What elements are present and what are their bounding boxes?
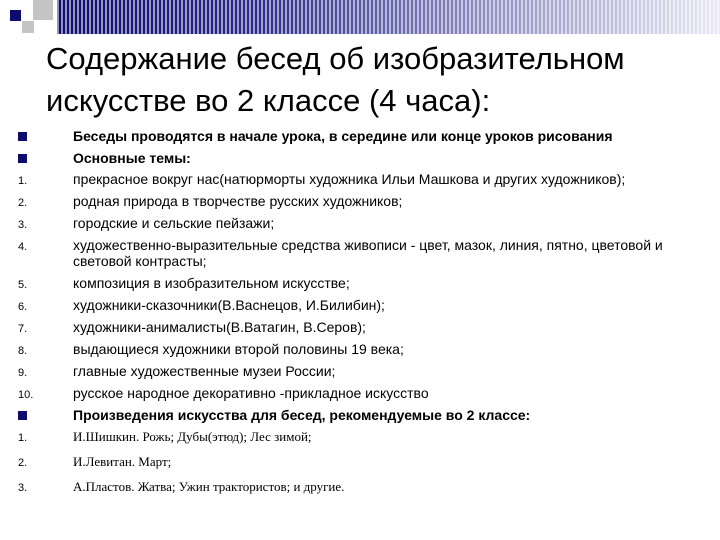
topic-item <box>18 275 708 291</box>
topic-item <box>18 297 708 313</box>
bullet-text: Беседы проводятся в начале урока, в середине или конце уроков рисования <box>73 128 613 144</box>
topic-text: городские и сельские пейзажи; <box>73 215 275 231</box>
title-line-2: искусстве во 2 классе (4 часа): <box>46 83 491 118</box>
bullet-square-icon <box>18 132 27 141</box>
topic-text: русское народное декоративно -прикладное искусство <box>73 385 429 401</box>
topic-item <box>18 385 708 401</box>
bullet-item <box>18 128 708 145</box>
topic-number: 7. <box>18 323 28 335</box>
slide-content <box>18 128 708 494</box>
topics-list <box>18 171 708 401</box>
slide-title <box>46 38 686 122</box>
decor-square-gray <box>33 0 53 20</box>
bullet-square-icon <box>18 411 27 420</box>
topic-text: художники-анималисты(В.Ватагин, В.Серов); <box>73 319 366 335</box>
topic-item <box>18 237 708 269</box>
work-item <box>18 479 708 494</box>
bullet-item <box>18 150 708 167</box>
work-text: И.Шишкин. Рожь; Дубы(этюд); Лес зимой; <box>73 429 312 444</box>
topic-text: родная природа в творчестве русских художников; <box>73 193 403 209</box>
header-gradient-bar <box>57 0 720 34</box>
work-number: 1. <box>18 432 28 444</box>
topic-number: 10. <box>18 389 34 401</box>
topic-text: художественно-выразительные средства живописи - цвет, мазок, линия, пятно, цветовой и световой контрасты; <box>73 237 663 269</box>
topic-item <box>18 341 708 357</box>
topic-number: 1. <box>18 175 28 187</box>
topic-item <box>18 193 708 209</box>
topic-text: художники-сказочники(В.Васнецов, И.Билибин); <box>73 297 385 313</box>
title-line-1: Содержание бесед об изобразительном <box>46 41 625 76</box>
decor-square-gray-lower <box>22 21 34 33</box>
topic-text: выдающиеся художники второй половины 19 века; <box>73 341 404 357</box>
work-item <box>18 429 708 444</box>
topic-number: 3. <box>18 219 28 231</box>
topic-item <box>18 319 708 335</box>
work-number: 2. <box>18 457 28 469</box>
works-list <box>18 429 708 494</box>
topic-number: 2. <box>18 197 28 209</box>
topic-number: 4. <box>18 241 28 253</box>
topic-item <box>18 215 708 231</box>
works-heading: Произведения искусства для бесед, рекомендуемые во 2 классе: <box>73 407 531 423</box>
work-item <box>18 454 708 469</box>
bullet-text: Основные темы: <box>73 150 191 166</box>
topic-text: композиция в изобразительном искусстве; <box>73 275 350 291</box>
topic-number: 5. <box>18 279 28 291</box>
topic-text: главные художественные музеи России; <box>73 363 336 379</box>
work-text: А.Пластов. Жатва; Ужин трактористов; и другие. <box>73 479 345 494</box>
topic-number: 6. <box>18 301 28 313</box>
topic-text: прекрасное вокруг нас(натюрморты художника Ильи Машкова и других художников); <box>73 171 626 187</box>
bullet-square-icon <box>18 154 27 163</box>
work-number: 3. <box>18 482 28 494</box>
decor-square-navy <box>10 10 21 21</box>
topic-item <box>18 363 708 379</box>
work-text: И.Левитан. Март; <box>73 454 172 469</box>
topic-number: 8. <box>18 345 28 357</box>
bullet-item-works <box>18 407 708 424</box>
topic-number: 9. <box>18 367 28 379</box>
topic-item <box>18 171 708 187</box>
